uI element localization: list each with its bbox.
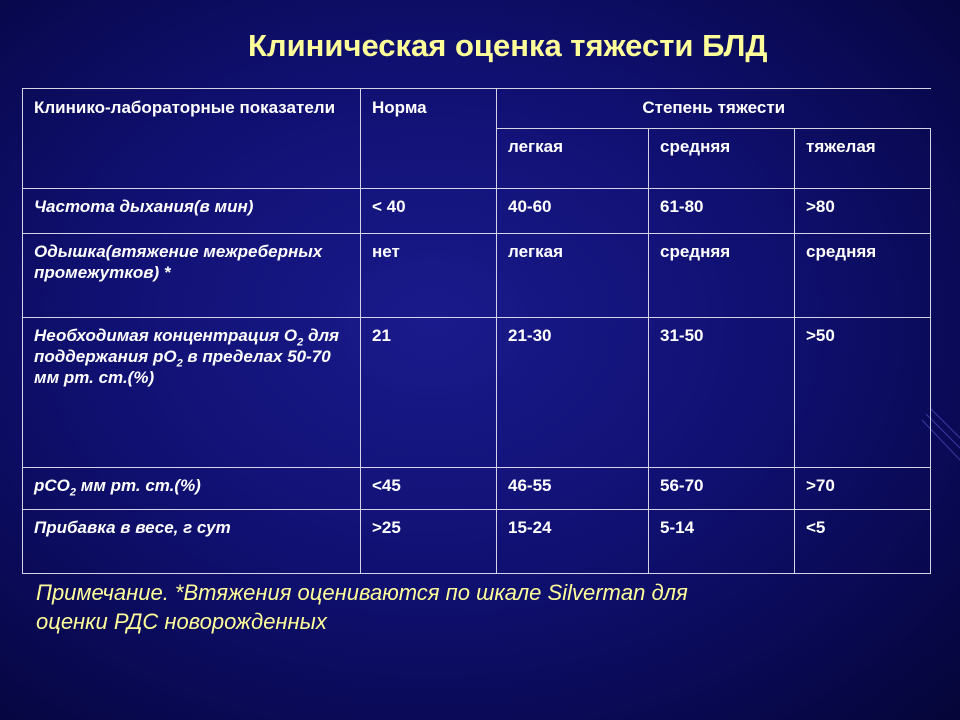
row-norm: нет [361,234,497,318]
row-severe: >70 [795,468,931,510]
severity-table [22,88,931,574]
header-indicators: Клинико-лабораторные показатели [23,89,361,189]
row-indicator: Прибавка в весе, г сут [23,510,361,574]
table-header-row [23,89,931,129]
footnote [36,578,856,636]
header-moderate: средняя [649,129,795,189]
row-norm: 21 [361,318,497,468]
row-moderate: 31-50 [649,318,795,468]
row-mild: 21-30 [497,318,649,468]
row-severe: средняя [795,234,931,318]
table-row [23,468,931,510]
row-norm: <45 [361,468,497,510]
table-row [23,318,931,468]
row-mild: 15-24 [497,510,649,574]
header-norm: Норма [361,89,497,189]
header-severity: Степень тяжести [497,89,931,129]
row-mild: 40-60 [497,189,649,234]
table-row [23,189,931,234]
row-moderate: 5-14 [649,510,795,574]
row-severe: >50 [795,318,931,468]
header-mild: легкая [497,129,649,189]
row-indicator: Одышка(втяжение межреберных промежутков) * [23,234,361,318]
table-row [23,234,931,318]
slide-title: Клиническая оценка тяжести БЛД [248,28,768,63]
row-mild: 46-55 [497,468,649,510]
row-moderate: 61-80 [649,189,795,234]
header-severe: тяжелая [795,129,931,189]
footnote-line: Примечание. *Втяжения оцениваются по шкале Silverman для [36,580,688,605]
row-norm: < 40 [361,189,497,234]
row-moderate: средняя [649,234,795,318]
row-mild: легкая [497,234,649,318]
row-norm: >25 [361,510,497,574]
footnote-line: оценки РДС новорожденных [36,609,327,634]
row-indicator: Необходимая концентрация $О_2$ для поддержания $рО_2$ в пределах 50-70 мм рт. ст.(%) [23,318,361,468]
row-severe: >80 [795,189,931,234]
row-moderate: 56-70 [649,468,795,510]
row-indicator: Частота дыхания(в мин) [23,189,361,234]
table-row [23,510,931,574]
row-severe: <5 [795,510,931,574]
row-indicator: рСО$_2$ мм рт. ст.(%) [23,468,361,510]
